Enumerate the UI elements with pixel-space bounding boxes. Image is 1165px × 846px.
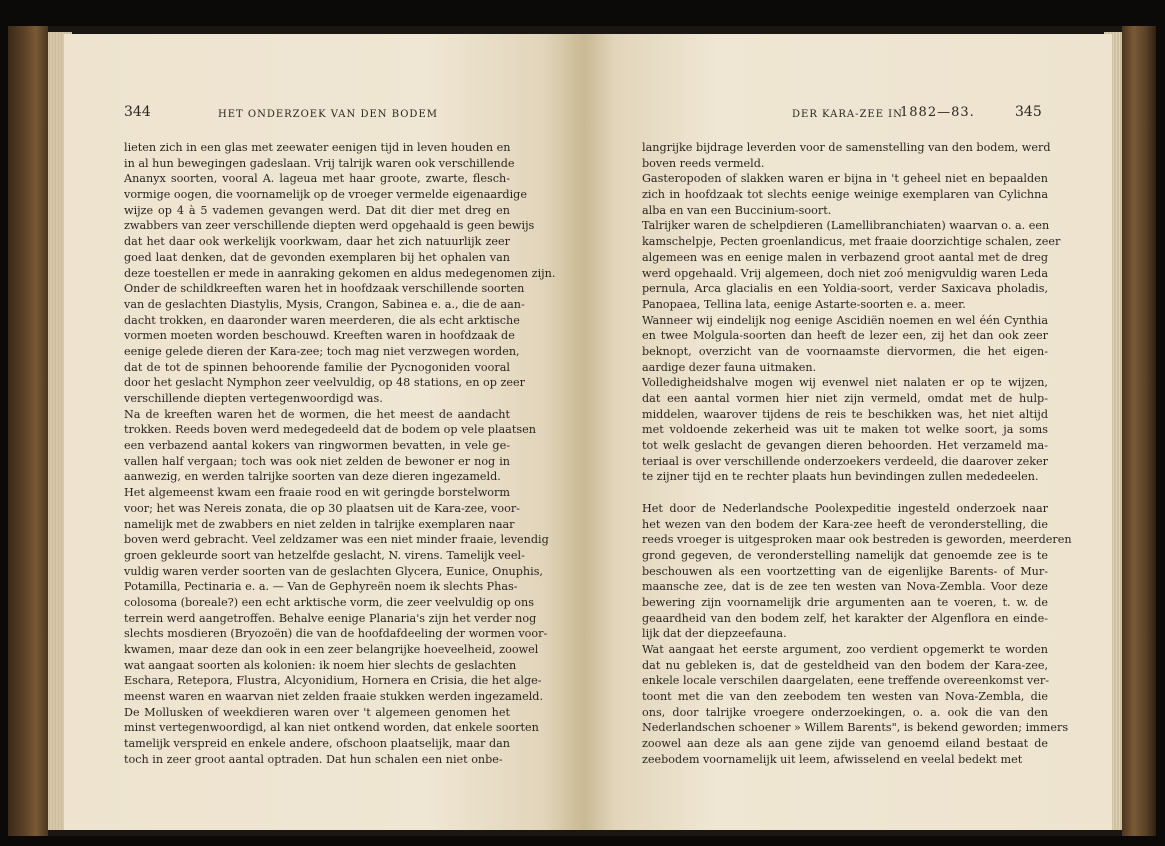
left-running-head-title: HET ONDERZOEK VAN DEN BODEM	[218, 109, 438, 120]
right-page	[584, 34, 1112, 830]
right-running-head-year: 1882—83.	[900, 105, 975, 120]
text-line: reeds vroeger is uitgesproken maar ook bestreden is geworden, meerderen	[642, 533, 1072, 547]
text-line: zoowel aan deze als aan gene zijde van genoemd eiland bestaat de	[642, 737, 1048, 751]
text-line: teriaal is over verschillende onderzoekers verdeeld, die daarover zeker	[642, 454, 1048, 468]
left-running-head	[124, 104, 504, 126]
text-line: vallen half vergaan; toch was ook niet zelden de bewoner er nog in	[124, 454, 510, 468]
text-line: Wat aangaat het eerste argument, zoo verdient opgemerkt te worden	[642, 643, 1048, 656]
text-line: terrein werd aangetroffen. Behalve eenige Planaria's zijn het verder nog	[124, 611, 537, 625]
text-line: in al hun bewegingen gadeslaan. Vrij talrijk waren ook verschillende	[124, 156, 515, 170]
text-line: werd opgehaald. Vrij algemeen, doch niet zoó menigvuldig waren Leda	[642, 266, 1048, 280]
text-line: maansche zee, dat is de zee ten westen van Nova-Zembla. Voor deze	[642, 580, 1048, 594]
text-line: Ananyx soorten, vooral A. lageua met haar groote, zwarte, flesch-	[124, 172, 510, 186]
text-line: dat het daar ook werkelijk voorkwam, daar het zich natuurlijk zeer	[124, 235, 510, 249]
text-line: verschillende diepten vertegenwoordigd was.	[124, 392, 383, 405]
text-line: middelen, waarover tijdens de reis te beschikken was, het niet altijd	[642, 407, 1048, 421]
text-line: grond gegeven, de veronderstelling namelijk dat genoemde zee is te	[642, 548, 1048, 562]
text-line: tamelijk verspreid en enkele andere, ofschoon plaatselijk, maar dan	[124, 737, 510, 751]
text-line: groen gekleurde soort van hetzelfde geslacht, N. virens. Tamelijk veel-	[124, 548, 525, 562]
text-line: aanwezig, en werden talrijke soorten van deze dieren ingezameld.	[124, 470, 501, 484]
text-line: zich in hoofdzaak tot slechts eenige weinige exemplaren van Cylichna	[642, 188, 1048, 202]
text-line: door het geslacht Nymphon zeer veelvuldig, op 48 stations, en op zeer	[124, 376, 525, 390]
text-line: en twee Molgula-soorten dan heeft de lezer een, zij het dan ook zeer	[642, 329, 1048, 343]
text-line: beschouwen als een voortzetting van de eigenlijke Barents- of Mur-	[642, 564, 1048, 578]
text-line: Nederlandschen schoener » Willem Barents", is bekend geworden; immers	[642, 721, 1069, 735]
text-line: zeebodem voornamelijk uit leem, afwisselend en veelal bedekt met	[642, 752, 1023, 766]
text-line: kamschelpje, Pecten groenlandicus, met fraaie doorzichtige schalen, zeer	[642, 235, 1061, 249]
text-line: boven werd gebracht. Veel zeldzamer was een niet minder fraaie, levendig	[124, 533, 549, 547]
left-page-number: 344	[124, 104, 151, 120]
text-line: dacht trokken, en daaronder waren meerderen, die als echt arktische	[124, 313, 520, 327]
text-line: toont met die van den zeebodem ten westen van Nova-Zembla, die	[642, 690, 1048, 704]
text-line: toch in zeer groot aantal optraden. Dat hun schalen een niet onbe-	[124, 752, 503, 766]
right-page-text	[642, 140, 1072, 768]
text-line: Het door de Nederlandsche Poolexpeditie ingesteld onderzoek naar	[642, 501, 1048, 515]
right-page-number: 345	[1015, 104, 1042, 120]
text-line	[642, 485, 1048, 501]
text-line: Panopaea, Tellina lata, eenige Astarte-soorten e. a. meer.	[642, 297, 966, 311]
text-line: slechts mosdieren (Bryozoën) die van de hoofdafdeeling der wormen voor-	[124, 627, 548, 641]
text-line: pernula, Arca glacialis en een Yoldia-soort, verder Saxicava pholadis,	[642, 282, 1048, 296]
book-cover-left	[8, 26, 48, 836]
text-line: het wezen van den bodem der Kara-zee heeft de veronderstelling, die	[642, 517, 1048, 531]
right-running-head	[642, 104, 1042, 126]
text-line: vormen moeten worden beschouwd. Kreeften waren in hoofdzaak de	[124, 329, 515, 343]
text-line: langrijke bijdrage leverden voor de samenstelling van den bodem, werd	[642, 141, 1051, 154]
text-line: Na de kreeften waren het de wormen, die het meest de aandacht	[124, 407, 510, 421]
text-line: met voldoende zekerheid was uit te maken tot welke soort, ja soms	[642, 423, 1048, 437]
text-line: meenst waren en waarvan niet zelden fraaie stukken werden ingezameld.	[124, 690, 544, 704]
text-line: Het algemeenst kwam een fraaie rood en wit geringde borstelworm	[124, 486, 510, 500]
text-line: Eschara, Retepora, Flustra, Alcyonidium, Hornera en Crisia, die het alge-	[124, 674, 542, 688]
text-line: te zijner tijd en te rechter plaats hun bevindingen zullen mededeelen.	[642, 470, 1039, 484]
text-line: colosoma (boreale?) een echt arktische vorm, die zeer veelvuldig op ons	[124, 595, 534, 609]
text-line: vormige oogen, die voornamelijk op de vroeger vermelde eigenaardige	[124, 188, 527, 202]
left-page	[64, 34, 584, 830]
text-line: minst vertegenwoordigd, al kan niet ontkend worden, dat enkele soorten	[124, 721, 539, 735]
text-line: beknopt, overzicht van de voornaamste diervormen, die het eigen-	[642, 344, 1048, 358]
text-line: wijze op 4 à 5 vademen gevangen werd. Dat dit dier met dreg en	[124, 203, 510, 217]
text-line: ons, door talrijke vroegere onderzoekingen, o. a. ook die van den	[642, 705, 1048, 719]
text-line: Talrijker waren de schelpdieren (Lamellibranchiaten) waarvan o. a. een	[642, 219, 1050, 233]
text-line: boven reeds vermeld.	[642, 156, 765, 170]
text-line: Potamilla, Pectinaria e. a. — Van de Gephyreën noem ik slechts Phas-	[124, 580, 518, 594]
text-line: Onder de schildkreeften waren het in hoofdzaak verschillende soorten	[124, 282, 525, 296]
book-cover-right	[1122, 26, 1156, 836]
text-line: een verbazend aantal kokers van ringwormen bevatten, in vele ge-	[124, 439, 510, 453]
text-line: aardige dezer fauna uitmaken.	[642, 360, 817, 374]
text-line: lijk dat der diepzeefauna.	[642, 627, 787, 641]
text-line: vuldig waren verder soorten van de geslachten Glycera, Eunice, Onuphis,	[124, 564, 543, 578]
text-line: deze toestellen er mede in aanraking gekomen en aldus medegenomen zijn.	[124, 266, 556, 280]
text-line: geaardheid van den bodem zelf, het karakter der Algenflora en einde-	[642, 611, 1048, 625]
text-line: dat nu gebleken is, dat de gesteldheid van den bodem der Kara-zee,	[642, 658, 1048, 672]
text-line: enkele locale verschilen daargelaten, eene treffende overeenkomst ver-	[642, 674, 1049, 688]
text-line: Gasteropoden of slakken waren er bijna in 't geheel niet en bepaalden	[642, 172, 1048, 186]
text-line: kwamen, maar deze dan ook in een zeer belangrijke hoeveelheid, zoowel	[124, 643, 539, 656]
text-line: lieten zich in een glas met zeewater eenigen tijd in leven houden en	[124, 141, 511, 154]
text-line: eenige gelede dieren der Kara-zee; toch mag niet verzwegen worden,	[124, 344, 520, 358]
text-line: tot welk geslacht de gevangen dieren behoorden. Het verzameld ma-	[642, 439, 1048, 453]
text-line: De Mollusken of weekdieren waren over 't algemeen genomen het	[124, 705, 510, 719]
text-line: Wanneer wij eindelijk nog eenige Ascidiën noemen en wel één Cynthia	[642, 313, 1048, 327]
text-line: zwabbers van zeer verschillende diepten werd opgehaald is geen bewijs	[124, 219, 535, 233]
text-line: dat de tot de spinnen behoorende familie der Pycnogoniden vooral	[124, 360, 510, 374]
text-line: algemeen was en eenige malen in verbazend groot aantal met de dreg	[642, 250, 1048, 264]
left-page-text	[124, 140, 556, 768]
text-line: goed laat denken, dat de gevonden exemplaren bij het ophalen van	[124, 250, 510, 264]
text-line: Volledigheidshalve mogen wij evenwel niet nalaten er op te wijzen,	[642, 376, 1048, 390]
text-line: van de geslachten Diastylis, Mysis, Crangon, Sabinea e. a., die de aan-	[124, 297, 525, 311]
text-line: alba en van een Buccinium-soort.	[642, 203, 832, 217]
text-line: trokken. Reeds boven werd medegedeeld dat de bodem op vele plaatsen	[124, 423, 536, 437]
text-line: dat een aantal vormen hier niet zijn vermeld, omdat met de hulp-	[642, 392, 1048, 405]
text-line: voor; het was Nereis zonata, die op 30 plaatsen uit de Kara-zee, voor-	[124, 501, 520, 515]
right-running-head-title: DER KARA-ZEE IN	[792, 109, 903, 120]
text-line: wat aangaat soorten als kolonien: ik noem hier slechts de geslachten	[124, 658, 517, 672]
text-line: namelijk met de zwabbers en niet zelden in talrijke exemplaren naar	[124, 517, 515, 531]
text-line: bewering zijn voornamelijk drie argumenten aan te voeren, t. w. de	[642, 595, 1048, 609]
